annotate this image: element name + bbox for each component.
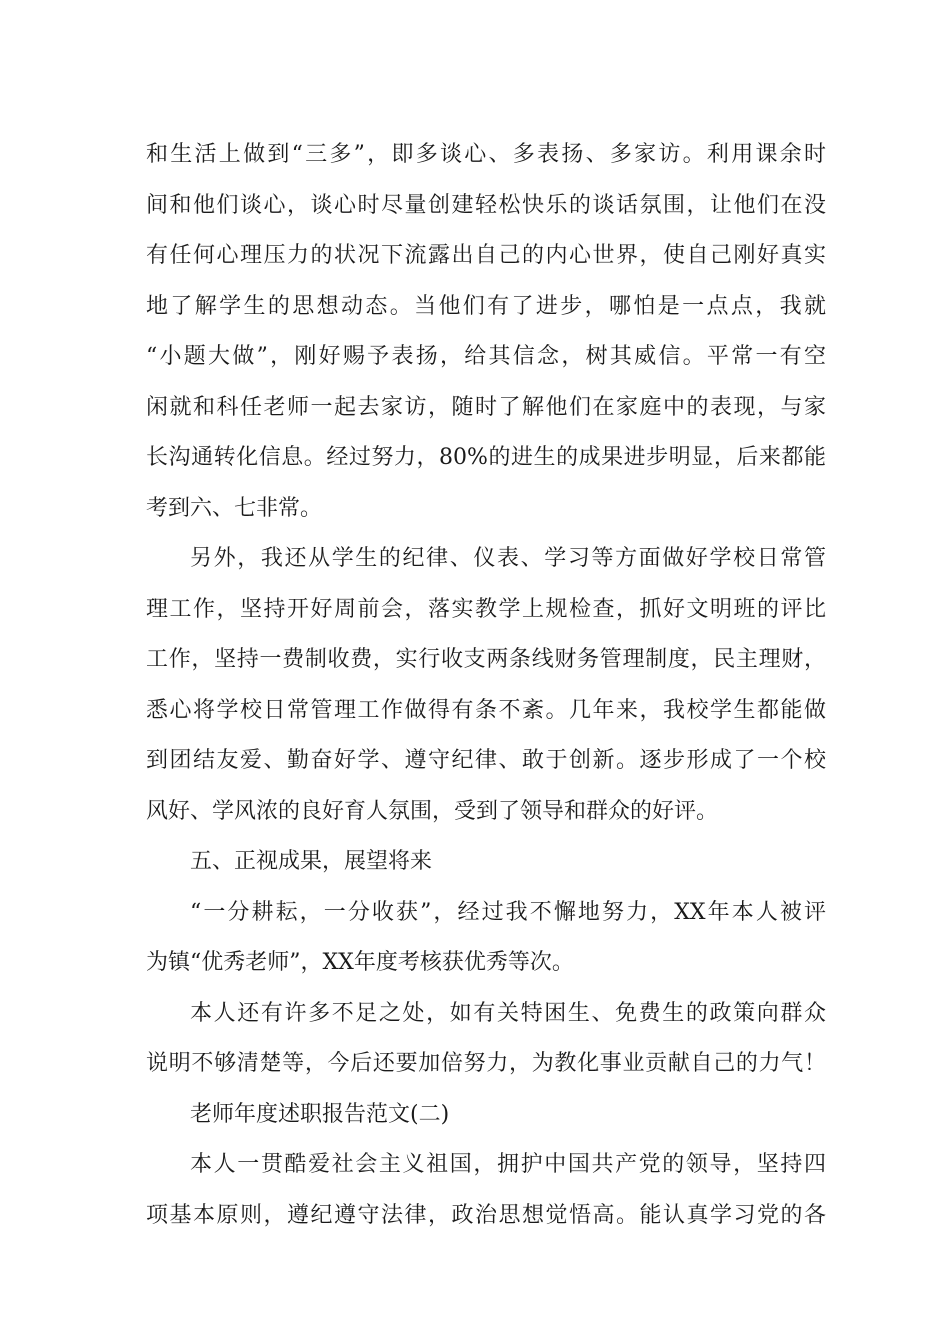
- text-line: 闲就和科任老师一起去家访，随时了解他们在家庭中的表现，与家: [146, 394, 826, 420]
- paragraph-start-line: “一分耕耘，一分收获”，经过我不懈地努力，XX年本人被评: [190, 899, 826, 925]
- text-line: 间和他们谈心，谈心时尽量创建轻松快乐的谈话氛围，让他们在没: [146, 192, 826, 218]
- paragraph-start-line: 本人一贯酷爱社会主义祖国，拥护中国共产党的领导，坚持四: [190, 1152, 826, 1177]
- text-line: 项基本原则，遵纪遵守法律，政治思想觉悟高。能认真学习党的各: [146, 1202, 826, 1228]
- paragraph-start-line: 本人还有许多不足之处，如有关特困生、免费生的政策向群众: [190, 1000, 826, 1026]
- text-line: 悉心将学校日常管理工作做得有条不紊。几年来，我校学生都能做: [146, 697, 826, 723]
- paragraph-start-line: 另外，我还从学生的纪律、仪表、学习等方面做好学校日常管: [190, 546, 826, 571]
- text-line: 和生活上做到“三多”，即多谈心、多表扬、多家访。利用课余时: [146, 142, 826, 167]
- document-body: [146, 130, 826, 1241]
- text-line: 为镇“优秀老师”，XX年度考核获优秀等次。: [146, 950, 574, 975]
- text-line: 说明不够清楚等，今后还要加倍努力，为教化事业贡献自己的力气！: [146, 1051, 826, 1076]
- section-heading: 五、正视成果，展望将来: [190, 849, 433, 874]
- text-line: 到团结友爱、勤奋好学、遵守纪律、敢于创新。逐步形成了一个校: [146, 748, 826, 773]
- text-line: 风好、学风浓的良好育人氛围，受到了领导和群众的好评。: [146, 798, 719, 824]
- text-line: 工作，坚持一费制收费，实行收支两条线财务管理制度，民主理财，: [146, 647, 826, 672]
- text-line: 地了解学生的思想动态。当他们有了进步，哪怕是一点点，我就: [146, 293, 826, 319]
- document-subtitle: 老师年度述职报告范文(二): [190, 1101, 450, 1127]
- text-line: 考到六、七非常。: [146, 495, 323, 521]
- text-line: 有任何心理压力的状况下流露出自己的内心世界，使自己刚好真实: [146, 243, 826, 268]
- text-line: 理工作，坚持开好周前会，落实教学上规检查，抓好文明班的评比: [146, 596, 826, 622]
- text-line: 长沟通转化信息。经过努力，80%的进生的成果进步明显，后来都能: [146, 445, 826, 470]
- text-line: “小题大做”，刚好赐予表扬，给其信念，树其威信。平常一有空: [146, 344, 826, 369]
